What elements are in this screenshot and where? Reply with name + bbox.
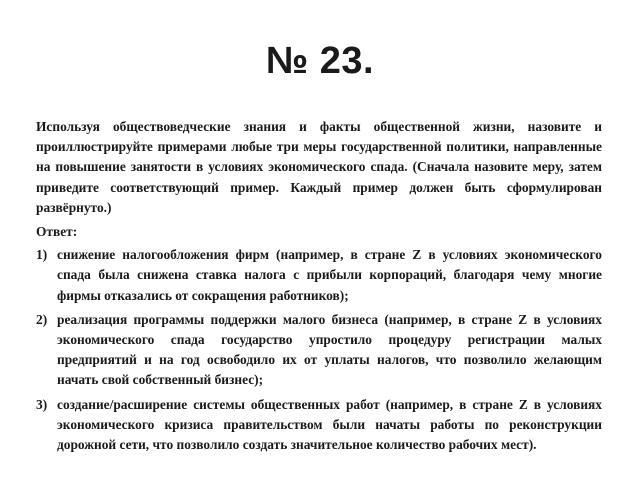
answer-item-number: 2) bbox=[36, 311, 48, 327]
slide-title: № 23. bbox=[265, 40, 375, 82]
answer-item-text: снижение налогообложения фирм (например, в стране Z в условиях экономического спада была снижена ставка налога с прибыли корпораций, благодаря чему многие фирмы отказались от сокращения работников); bbox=[57, 247, 602, 303]
answer-item-number: 1) bbox=[36, 247, 48, 263]
answer-item-text: создание/расширение системы общественных работ (например, в стране Z в условиях экономического кризиса правительством были начаты работы по реконструкции дорожной сети, что позволило создать значительное количество рабочих мест). bbox=[57, 396, 602, 453]
answer-item-number: 3) bbox=[36, 396, 48, 412]
answer-item-2 bbox=[36, 310, 602, 391]
slide-content bbox=[36, 117, 602, 459]
answer-item-3 bbox=[36, 395, 602, 456]
answer-label: Ответ: bbox=[36, 224, 78, 240]
question-text: Используя обществоведческие знания и факты общественной жизни, назовите и проиллюстрируйте примерами любые три меры государственной политики, направленные на повышение занятости в условиях экономического спада. (Сначала назовите меру, затем приведите соответствующий пример. Каждый пример должен быть сформулирован развёрнуто.) bbox=[36, 119, 602, 215]
answer-item-text: реализация программы поддержки малого бизнеса (например, в стране Z в условиях экономического спада государство упростило процедуру регистрации малых предприятий и на год освободило их от уплаты налогов, что позволило желающим начать свой собственный бизнес); bbox=[57, 311, 602, 388]
answer-item-1 bbox=[36, 245, 602, 306]
